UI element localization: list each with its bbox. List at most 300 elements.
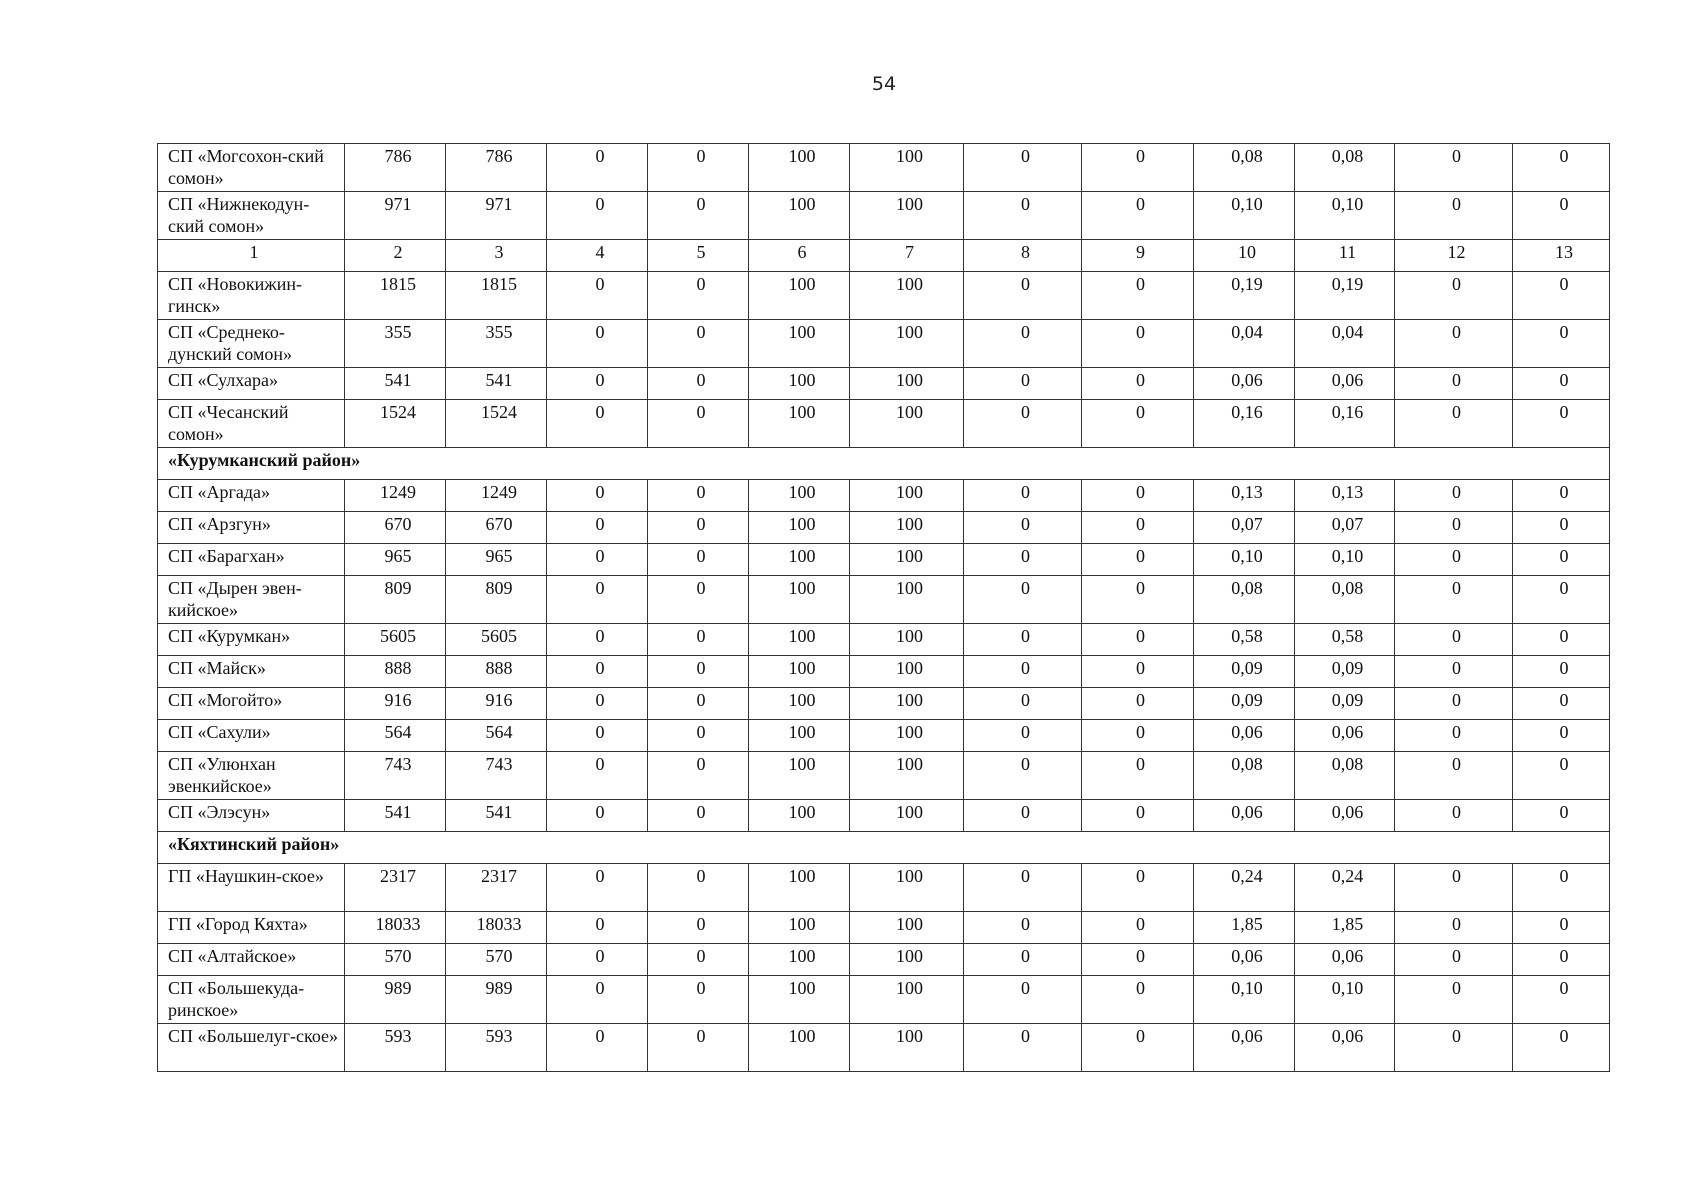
value-cell: 0 — [547, 320, 648, 368]
value-cell: 1,85 — [1194, 912, 1295, 944]
value-cell: 0 — [964, 624, 1082, 656]
value-cell: 100 — [749, 800, 850, 832]
value-cell: 0 — [547, 272, 648, 320]
column-numbering-row — [158, 240, 1610, 272]
settlement-name-cell: 1 — [158, 240, 345, 272]
value-cell: 0 — [964, 544, 1082, 576]
value-cell: 0 — [1513, 912, 1610, 944]
value-cell: 100 — [749, 512, 850, 544]
value-cell: 0 — [1082, 368, 1194, 400]
value-cell: 0 — [964, 656, 1082, 688]
value-cell: 0 — [1513, 864, 1610, 912]
value-cell: 0 — [964, 944, 1082, 976]
value-cell: 0 — [547, 976, 648, 1024]
settlement-name-cell: ГП «Наушкин-ское» — [158, 864, 345, 912]
table-row — [158, 272, 1610, 320]
value-cell: 0,09 — [1295, 688, 1395, 720]
value-cell: 971 — [446, 192, 547, 240]
value-cell: 100 — [749, 720, 850, 752]
value-cell: 564 — [446, 720, 547, 752]
table-row — [158, 1024, 1610, 1072]
value-cell: 786 — [446, 144, 547, 192]
value-cell: 100 — [850, 512, 964, 544]
value-cell: 0,06 — [1194, 800, 1295, 832]
value-cell: 0,06 — [1194, 1024, 1295, 1072]
settlement-name-cell: СП «Дырен эвен-кийское» — [158, 576, 345, 624]
value-cell: 0 — [547, 576, 648, 624]
value-cell: 0 — [964, 192, 1082, 240]
value-cell: 1249 — [446, 480, 547, 512]
value-cell: 0 — [648, 688, 749, 720]
value-cell: 570 — [446, 944, 547, 976]
value-cell: 0 — [964, 368, 1082, 400]
value-cell: 541 — [345, 368, 446, 400]
table-row — [158, 976, 1610, 1024]
value-cell: 0 — [547, 512, 648, 544]
table-row — [158, 400, 1610, 448]
value-cell: 0,13 — [1194, 480, 1295, 512]
value-cell: 5605 — [446, 624, 547, 656]
value-cell: 0 — [1082, 864, 1194, 912]
value-cell: 8 — [964, 240, 1082, 272]
table-body — [158, 144, 1610, 1072]
table-row — [158, 512, 1610, 544]
value-cell: 1524 — [345, 400, 446, 448]
value-cell: 100 — [850, 976, 964, 1024]
value-cell: 0 — [964, 720, 1082, 752]
value-cell: 0 — [1395, 688, 1513, 720]
value-cell: 0 — [1395, 272, 1513, 320]
value-cell: 0 — [1395, 576, 1513, 624]
settlement-name-cell: СП «Могсохон-ский сомон» — [158, 144, 345, 192]
value-cell: 0,16 — [1295, 400, 1395, 448]
value-cell: 965 — [446, 544, 547, 576]
value-cell: 0 — [1513, 720, 1610, 752]
value-cell: 100 — [749, 688, 850, 720]
value-cell: 100 — [850, 656, 964, 688]
value-cell: 0,08 — [1194, 752, 1295, 800]
value-cell: 0 — [1395, 400, 1513, 448]
table-row — [158, 480, 1610, 512]
value-cell: 0,06 — [1295, 944, 1395, 976]
value-cell: 100 — [749, 864, 850, 912]
value-cell: 0 — [1082, 512, 1194, 544]
value-cell: 1,85 — [1295, 912, 1395, 944]
value-cell: 0 — [1513, 400, 1610, 448]
value-cell: 0 — [1395, 976, 1513, 1024]
value-cell: 0 — [547, 144, 648, 192]
value-cell: 541 — [446, 800, 547, 832]
table-row — [158, 624, 1610, 656]
value-cell: 0 — [964, 320, 1082, 368]
value-cell: 100 — [850, 944, 964, 976]
value-cell: 100 — [749, 912, 850, 944]
value-cell: 541 — [446, 368, 547, 400]
value-cell: 1524 — [446, 400, 547, 448]
value-cell: 0,08 — [1295, 576, 1395, 624]
value-cell: 10 — [1194, 240, 1295, 272]
value-cell: 100 — [749, 976, 850, 1024]
value-cell: 0 — [1513, 576, 1610, 624]
settlement-name-cell: СП «Могойто» — [158, 688, 345, 720]
value-cell: 100 — [749, 368, 850, 400]
value-cell: 0 — [1082, 272, 1194, 320]
value-cell: 0,07 — [1194, 512, 1295, 544]
value-cell: 0 — [648, 368, 749, 400]
value-cell: 809 — [345, 576, 446, 624]
value-cell: 0 — [964, 976, 1082, 1024]
value-cell: 989 — [446, 976, 547, 1024]
value-cell: 0 — [1513, 544, 1610, 576]
value-cell: 0 — [648, 976, 749, 1024]
value-cell: 0 — [648, 272, 749, 320]
value-cell: 0 — [1082, 144, 1194, 192]
value-cell: 989 — [345, 976, 446, 1024]
value-cell: 100 — [749, 576, 850, 624]
value-cell: 0,06 — [1295, 720, 1395, 752]
value-cell: 100 — [749, 480, 850, 512]
value-cell: 0 — [1395, 368, 1513, 400]
value-cell: 0 — [1082, 1024, 1194, 1072]
table-row — [158, 576, 1610, 624]
value-cell: 0 — [1513, 624, 1610, 656]
value-cell: 1249 — [345, 480, 446, 512]
value-cell: 0 — [648, 512, 749, 544]
settlement-name-cell: СП «Среднеко-дунский сомон» — [158, 320, 345, 368]
table-row — [158, 752, 1610, 800]
value-cell: 0 — [648, 1024, 749, 1072]
value-cell: 0 — [1513, 656, 1610, 688]
value-cell: 0,10 — [1194, 544, 1295, 576]
value-cell: 0 — [1513, 688, 1610, 720]
value-cell: 0,09 — [1295, 656, 1395, 688]
value-cell: 0 — [1082, 976, 1194, 1024]
table-row — [158, 800, 1610, 832]
value-cell: 0 — [547, 368, 648, 400]
value-cell: 0 — [1395, 912, 1513, 944]
value-cell: 0 — [964, 512, 1082, 544]
value-cell: 0 — [547, 912, 648, 944]
value-cell: 0,08 — [1194, 576, 1295, 624]
settlement-name-cell: СП «Большелуг-ское» — [158, 1024, 345, 1072]
value-cell: 0 — [1395, 480, 1513, 512]
value-cell: 100 — [749, 320, 850, 368]
value-cell: 0,10 — [1295, 976, 1395, 1024]
value-cell: 0 — [1513, 192, 1610, 240]
value-cell: 0 — [547, 1024, 648, 1072]
settlement-name-cell: СП «Элэсун» — [158, 800, 345, 832]
value-cell: 0 — [964, 272, 1082, 320]
value-cell: 0 — [964, 688, 1082, 720]
value-cell: 100 — [749, 944, 850, 976]
table-row — [158, 656, 1610, 688]
value-cell: 0 — [1082, 192, 1194, 240]
value-cell: 9 — [1082, 240, 1194, 272]
value-cell: 100 — [850, 624, 964, 656]
value-cell: 0 — [648, 944, 749, 976]
value-cell: 0 — [1395, 800, 1513, 832]
value-cell: 0 — [964, 144, 1082, 192]
value-cell: 670 — [345, 512, 446, 544]
value-cell: 0 — [547, 720, 648, 752]
value-cell: 0 — [648, 544, 749, 576]
value-cell: 0,06 — [1295, 800, 1395, 832]
value-cell: 0 — [547, 752, 648, 800]
value-cell: 100 — [850, 576, 964, 624]
value-cell: 0 — [648, 912, 749, 944]
value-cell: 0 — [1513, 368, 1610, 400]
value-cell: 809 — [446, 576, 547, 624]
value-cell: 0 — [1513, 1024, 1610, 1072]
section-title: «Курумканский район» — [158, 448, 1610, 480]
value-cell: 100 — [850, 192, 964, 240]
settlements-table — [157, 143, 1610, 1072]
value-cell: 0,10 — [1194, 192, 1295, 240]
value-cell: 0 — [648, 192, 749, 240]
value-cell: 0 — [1082, 800, 1194, 832]
value-cell: 0 — [648, 864, 749, 912]
section-header-row — [158, 832, 1610, 864]
value-cell: 0,58 — [1194, 624, 1295, 656]
value-cell: 570 — [345, 944, 446, 976]
value-cell: 916 — [345, 688, 446, 720]
value-cell: 0,24 — [1194, 864, 1295, 912]
value-cell: 0,10 — [1295, 544, 1395, 576]
value-cell: 0 — [1513, 320, 1610, 368]
page-number: 54 — [871, 73, 897, 95]
value-cell: 100 — [749, 544, 850, 576]
value-cell: 593 — [446, 1024, 547, 1072]
value-cell: 0,04 — [1295, 320, 1395, 368]
settlement-name-cell: СП «Нижнекодун-ский сомон» — [158, 192, 345, 240]
value-cell: 0 — [1395, 656, 1513, 688]
value-cell: 971 — [345, 192, 446, 240]
settlement-name-cell: СП «Майск» — [158, 656, 345, 688]
value-cell: 100 — [749, 272, 850, 320]
value-cell: 0 — [547, 656, 648, 688]
table-row — [158, 944, 1610, 976]
value-cell: 0 — [547, 400, 648, 448]
value-cell: 100 — [850, 480, 964, 512]
settlement-name-cell: СП «Алтайское» — [158, 944, 345, 976]
value-cell: 0 — [547, 480, 648, 512]
value-cell: 0,09 — [1194, 688, 1295, 720]
value-cell: 355 — [446, 320, 547, 368]
value-cell: 0 — [648, 800, 749, 832]
value-cell: 100 — [749, 752, 850, 800]
value-cell: 965 — [345, 544, 446, 576]
value-cell: 100 — [850, 864, 964, 912]
value-cell: 6 — [749, 240, 850, 272]
value-cell: 18033 — [345, 912, 446, 944]
value-cell: 0 — [964, 752, 1082, 800]
value-cell: 0,19 — [1295, 272, 1395, 320]
value-cell: 100 — [749, 624, 850, 656]
table-row — [158, 688, 1610, 720]
value-cell: 0 — [1513, 944, 1610, 976]
value-cell: 100 — [749, 656, 850, 688]
value-cell: 0,06 — [1295, 368, 1395, 400]
value-cell: 0,19 — [1194, 272, 1295, 320]
settlement-name-cell: СП «Курумкан» — [158, 624, 345, 656]
value-cell: 0,08 — [1194, 144, 1295, 192]
value-cell: 100 — [850, 800, 964, 832]
value-cell: 0,08 — [1295, 144, 1395, 192]
value-cell: 0 — [1082, 688, 1194, 720]
value-cell: 0,06 — [1194, 944, 1295, 976]
value-cell: 0 — [1395, 624, 1513, 656]
value-cell: 100 — [850, 144, 964, 192]
value-cell: 100 — [850, 368, 964, 400]
value-cell: 0 — [648, 656, 749, 688]
settlement-name-cell: СП «Аргада» — [158, 480, 345, 512]
table-row — [158, 544, 1610, 576]
value-cell: 0,10 — [1295, 192, 1395, 240]
value-cell: 0 — [1395, 1024, 1513, 1072]
value-cell: 0 — [1082, 576, 1194, 624]
value-cell: 0,06 — [1194, 368, 1295, 400]
value-cell: 0 — [1082, 752, 1194, 800]
value-cell: 100 — [749, 192, 850, 240]
value-cell: 0 — [1395, 144, 1513, 192]
value-cell: 0 — [547, 800, 648, 832]
value-cell: 0 — [1395, 720, 1513, 752]
value-cell: 0 — [1513, 272, 1610, 320]
table-row — [158, 144, 1610, 192]
value-cell: 100 — [850, 272, 964, 320]
value-cell: 0 — [964, 1024, 1082, 1072]
value-cell: 0 — [648, 576, 749, 624]
value-cell: 0 — [1395, 752, 1513, 800]
value-cell: 0 — [547, 544, 648, 576]
value-cell: 0 — [1513, 480, 1610, 512]
value-cell: 0 — [648, 320, 749, 368]
value-cell: 0 — [1395, 864, 1513, 912]
value-cell: 0 — [1082, 912, 1194, 944]
value-cell: 0 — [964, 480, 1082, 512]
value-cell: 3 — [446, 240, 547, 272]
value-cell: 100 — [850, 912, 964, 944]
value-cell: 0 — [964, 912, 1082, 944]
value-cell: 2317 — [345, 864, 446, 912]
value-cell: 100 — [850, 752, 964, 800]
value-cell: 0 — [1082, 480, 1194, 512]
value-cell: 1815 — [345, 272, 446, 320]
settlement-name-cell: СП «Сахули» — [158, 720, 345, 752]
value-cell: 0,24 — [1295, 864, 1395, 912]
value-cell: 0 — [648, 752, 749, 800]
value-cell: 0 — [1082, 720, 1194, 752]
value-cell: 0 — [1395, 320, 1513, 368]
table-row — [158, 864, 1610, 912]
value-cell: 0 — [648, 624, 749, 656]
value-cell: 100 — [850, 1024, 964, 1072]
settlement-name-cell: СП «Чесанский сомон» — [158, 400, 345, 448]
value-cell: 100 — [749, 1024, 850, 1072]
table-row — [158, 912, 1610, 944]
value-cell: 4 — [547, 240, 648, 272]
value-cell: 0 — [1082, 544, 1194, 576]
value-cell: 888 — [446, 656, 547, 688]
value-cell: 0 — [648, 144, 749, 192]
value-cell: 0 — [547, 864, 648, 912]
value-cell: 11 — [1295, 240, 1395, 272]
value-cell: 0,07 — [1295, 512, 1395, 544]
value-cell: 100 — [850, 400, 964, 448]
table-row — [158, 368, 1610, 400]
value-cell: 100 — [749, 144, 850, 192]
value-cell: 0 — [648, 720, 749, 752]
table-row — [158, 192, 1610, 240]
value-cell: 18033 — [446, 912, 547, 944]
value-cell: 100 — [850, 688, 964, 720]
value-cell: 564 — [345, 720, 446, 752]
value-cell: 2317 — [446, 864, 547, 912]
value-cell: 0 — [1513, 512, 1610, 544]
value-cell: 0 — [547, 944, 648, 976]
value-cell: 0 — [648, 400, 749, 448]
value-cell: 541 — [345, 800, 446, 832]
value-cell: 0 — [1395, 544, 1513, 576]
value-cell: 0,10 — [1194, 976, 1295, 1024]
value-cell: 0 — [547, 688, 648, 720]
value-cell: 0 — [1082, 320, 1194, 368]
value-cell: 0 — [964, 864, 1082, 912]
value-cell: 593 — [345, 1024, 446, 1072]
value-cell: 5605 — [345, 624, 446, 656]
value-cell: 12 — [1395, 240, 1513, 272]
settlement-name-cell: СП «Барагхан» — [158, 544, 345, 576]
value-cell: 13 — [1513, 240, 1610, 272]
value-cell: 0 — [964, 800, 1082, 832]
value-cell: 7 — [850, 240, 964, 272]
value-cell: 0 — [1513, 752, 1610, 800]
value-cell: 0 — [1395, 512, 1513, 544]
settlement-name-cell: СП «Арзгун» — [158, 512, 345, 544]
value-cell: 0 — [1082, 944, 1194, 976]
value-cell: 0 — [964, 576, 1082, 624]
value-cell: 1815 — [446, 272, 547, 320]
value-cell: 0,06 — [1295, 1024, 1395, 1072]
value-cell: 0,58 — [1295, 624, 1395, 656]
value-cell: 0 — [1395, 944, 1513, 976]
value-cell: 0 — [1513, 976, 1610, 1024]
value-cell: 0 — [1082, 656, 1194, 688]
value-cell: 0 — [1082, 400, 1194, 448]
section-header-row — [158, 448, 1610, 480]
value-cell: 786 — [345, 144, 446, 192]
value-cell: 0 — [547, 624, 648, 656]
value-cell: 0 — [1082, 624, 1194, 656]
value-cell: 0,04 — [1194, 320, 1295, 368]
value-cell: 0 — [1513, 144, 1610, 192]
settlement-name-cell: СП «Новокижин-гинск» — [158, 272, 345, 320]
value-cell: 670 — [446, 512, 547, 544]
value-cell: 916 — [446, 688, 547, 720]
value-cell: 0,06 — [1194, 720, 1295, 752]
value-cell: 2 — [345, 240, 446, 272]
value-cell: 0 — [648, 480, 749, 512]
table-row — [158, 320, 1610, 368]
settlement-name-cell: СП «Сулхара» — [158, 368, 345, 400]
value-cell: 0,13 — [1295, 480, 1395, 512]
table-row — [158, 720, 1610, 752]
value-cell: 0,09 — [1194, 656, 1295, 688]
value-cell: 0 — [547, 192, 648, 240]
value-cell: 5 — [648, 240, 749, 272]
value-cell: 0,16 — [1194, 400, 1295, 448]
value-cell: 0 — [964, 400, 1082, 448]
